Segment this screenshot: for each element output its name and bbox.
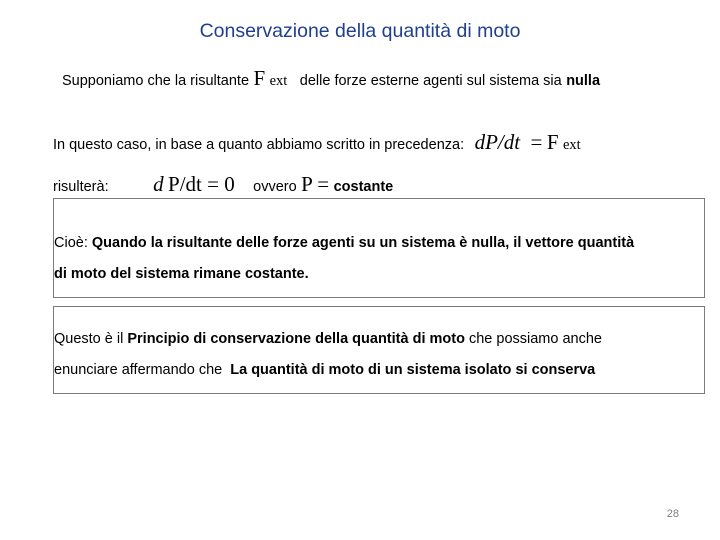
line2-eq: =	[530, 130, 543, 154]
principle-box	[53, 306, 705, 394]
line2-pre: In questo caso, in base a quanto abbiamo scritto in precedenza:	[53, 137, 465, 153]
box2-pre1: Questo è il	[54, 331, 124, 347]
line3-formula: P/dt = 0	[168, 172, 235, 196]
box2-pre2: enunciare affermando che	[54, 362, 223, 378]
box1-pre: Cioè:	[54, 235, 88, 251]
line2-ext: ext	[562, 137, 581, 153]
page-number: 28	[666, 508, 679, 520]
line3-d: d	[153, 172, 164, 196]
line3-pre: risulterà:	[53, 179, 109, 195]
statement-line-1	[62, 66, 600, 91]
line2-d: d	[474, 130, 486, 154]
line3-end: costante	[333, 179, 394, 195]
line2-frac: P/dt	[485, 130, 521, 154]
line2-F: F	[546, 130, 559, 154]
line1-pre: Supponiamo che la risultante	[62, 73, 250, 89]
box2-line-1	[54, 331, 602, 347]
line3-P: P =	[301, 172, 330, 196]
statement-line-3	[53, 172, 393, 197]
box1-line-1	[54, 235, 634, 251]
statement-line-2	[53, 130, 581, 155]
box2-bold1: Principio di conservazione della quantità di moto	[127, 331, 465, 347]
slide-title: Conservazione della quantità di moto	[199, 20, 521, 42]
box2-bold2: La quantità di moto di un sistema isolato si conserva	[230, 362, 596, 378]
line3-mid: ovvero	[253, 179, 297, 195]
box2-line-2	[54, 362, 595, 378]
box1-bold1: Quando la risultante delle forze agenti su un sistema è nulla, il vettore quantità	[91, 235, 635, 251]
ext-subscript: ext	[269, 73, 288, 89]
box2-post1: che possiamo anche	[468, 331, 602, 347]
line1-emph: nulla	[566, 73, 601, 89]
conclusion-box	[53, 198, 705, 298]
force-symbol: F	[253, 66, 266, 90]
line1-post: delle forze esterne agenti sul sistema sia	[299, 73, 562, 89]
box1-line-2: di moto del sistema rimane costante.	[54, 266, 309, 282]
